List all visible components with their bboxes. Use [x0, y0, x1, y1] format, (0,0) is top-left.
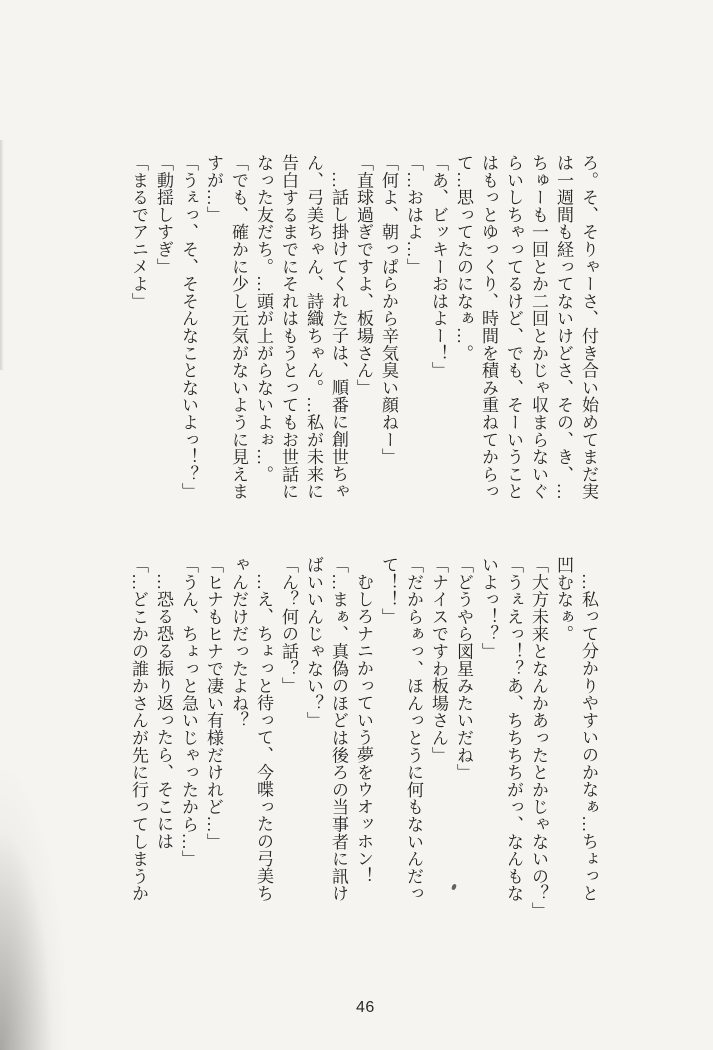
text-line: いよっ！？」	[479, 556, 498, 660]
text-line: 「まるでアニメよ」	[129, 154, 148, 310]
text-line: 告白するまでにそれはもうとってもお世話に	[279, 154, 298, 500]
scan-edge-smudge	[0, 140, 4, 370]
gutter-shadow	[0, 650, 80, 1050]
text-line: 「どうやら図星みたいだね」	[454, 556, 473, 781]
text-line: 「うん、ちょっと急いじゃったから…」	[179, 556, 198, 868]
text-line: らいしちゃってるけど、でも、そーいうこと	[504, 154, 523, 500]
text-line: …話し掛けてくれた子は、順番に創世ちゃ	[329, 171, 348, 500]
text-band-bottom	[126, 556, 601, 920]
text-line: ろ。そ、そりゃーさ、付き合い始めてまだ実	[579, 154, 598, 500]
text-line: ん、弓美ちゃん、詩織ちゃん。…私が未来に	[304, 154, 323, 500]
text-line: …私って分かりやすいのかなぁ…ちょっと	[579, 573, 598, 902]
text-line: 「あ、ビッキーおはよー！」	[429, 154, 448, 379]
text-line: 「うぇえっ！？あ、ちちちちがっ、なんもな	[504, 556, 523, 902]
text-line: むしろナニかっていう夢をウオッホン！	[354, 573, 373, 885]
text-line: ばいいんじゃない？」	[304, 556, 323, 729]
text-line: 凹むなぁ。	[554, 556, 573, 643]
text-line: 「直球過ぎですよ、板場さん」	[354, 154, 373, 397]
text-line: 「ナイスですわ板場さん」	[429, 556, 448, 764]
text-line: 「動揺しすぎ」	[154, 154, 173, 276]
text-line: 「大方未来となんかあったとかじゃないの？」	[529, 556, 548, 920]
text-line: て…思ってたのになぁ…。	[454, 154, 473, 362]
text-line: ゃんだけだったよね？	[229, 556, 248, 729]
text-line: 「…どこかの誰かさんが先に行ってしまうか	[129, 556, 148, 902]
text-line: 「何よ、朝っぱらから辛気臭い顔ねー」	[379, 154, 398, 466]
page-number: 46	[356, 999, 375, 1016]
text-line: 「…まぁ、真偽のほどは後ろの当事者に訊け	[329, 556, 348, 902]
text-line: は一週間も経ってないけどさ、その、き、…	[554, 154, 573, 500]
text-line: なった友だち。…頭が上がらないよぉ…。	[254, 154, 273, 483]
text-line: 「ヒナもヒナで凄い有様だけれど…」	[204, 556, 223, 851]
text-line: …え、ちょっと待って、今喋ったの弓美ち	[254, 573, 273, 902]
text-line: …恐る恐る振り返ったら、そこには	[154, 573, 173, 850]
text-line: すが…」	[204, 154, 223, 224]
text-line: 「うぇっ、そ、そそんなことないよっ！？」	[179, 154, 198, 500]
text-line: 「ん？何の話？」	[279, 556, 298, 695]
text-band-top	[126, 154, 601, 504]
text-line: はもっとゆっくり、時間を積み重ねてからっ	[479, 154, 498, 500]
text-line: ちゅーも一回とか二回とかじゃ収まらないぐ	[529, 154, 548, 500]
text-line: 「でも、確かに少し元気がないように見えま	[229, 154, 248, 500]
text-line: 「…おはよ…」	[404, 154, 423, 276]
text-line: て！！」	[379, 556, 398, 626]
text-line: 「だからぁっ、ほんっとうに何もないんだっ	[404, 556, 423, 902]
